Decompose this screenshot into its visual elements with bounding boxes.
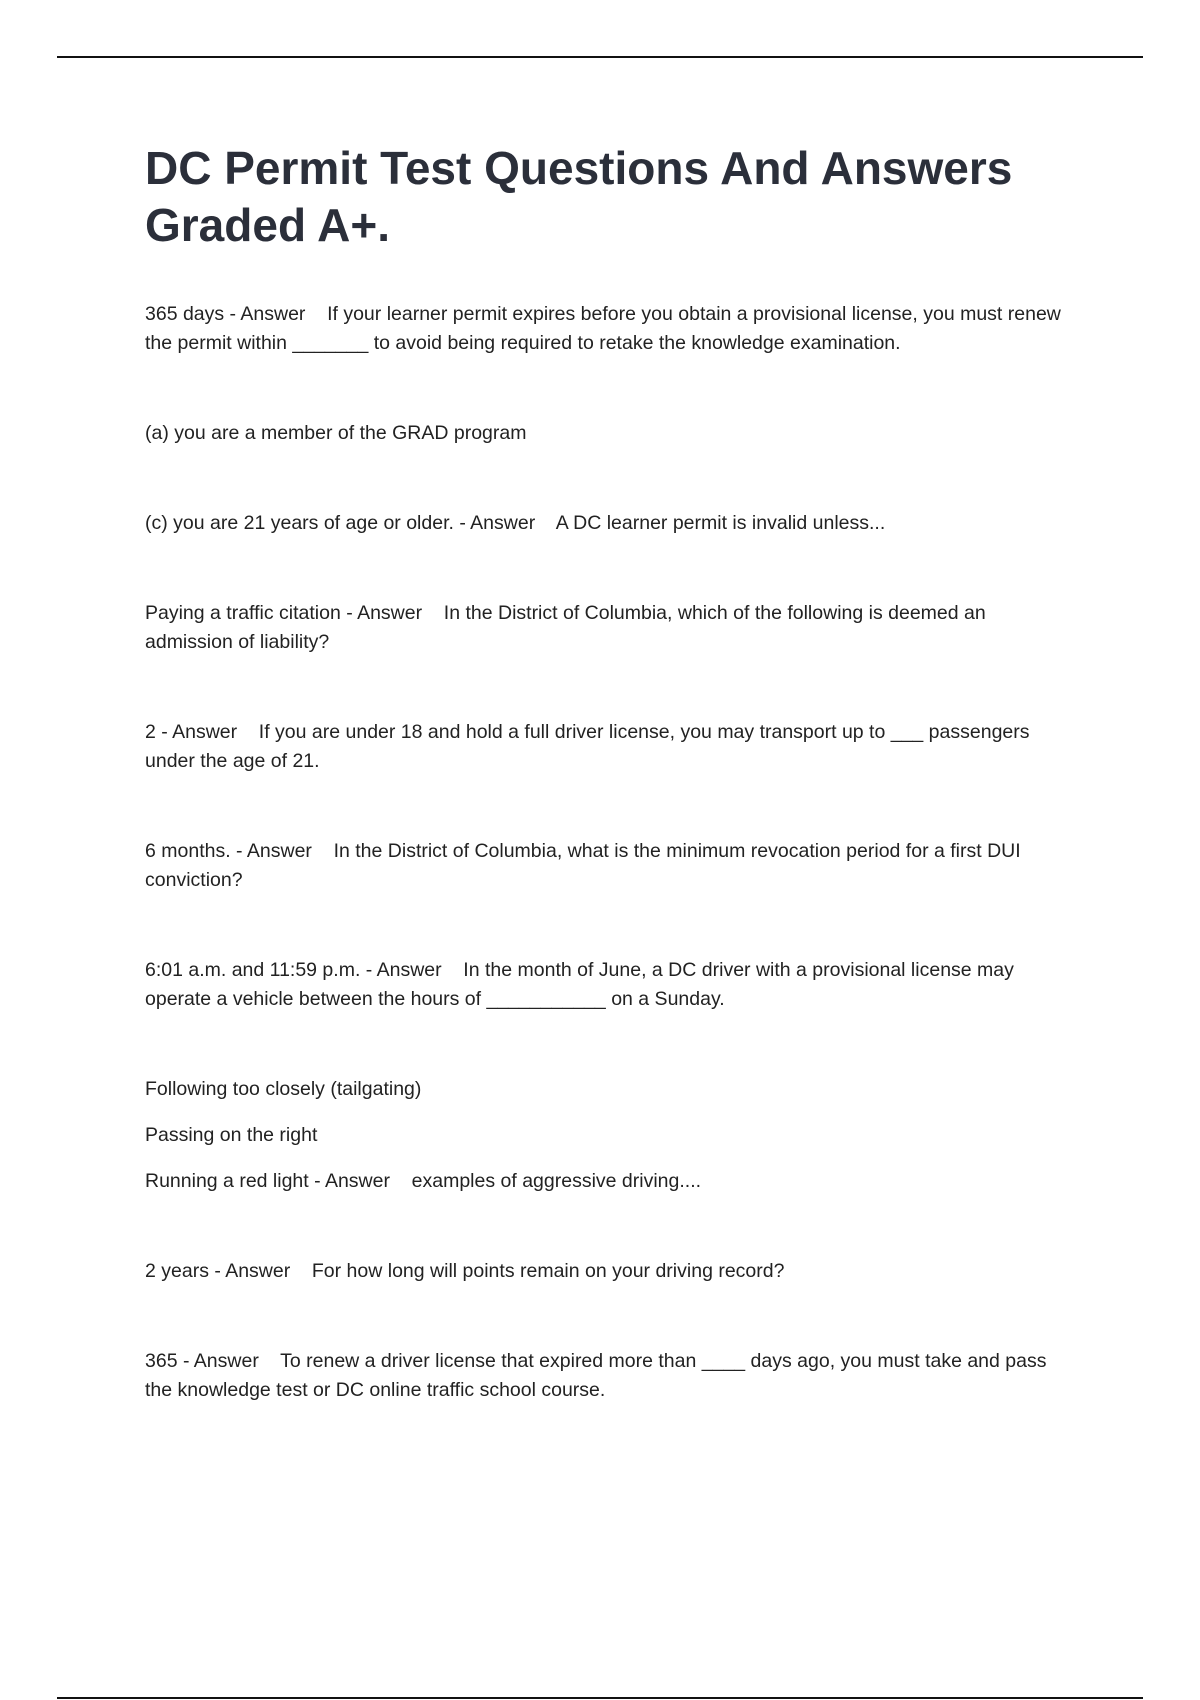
qa-entry-7: 6:01 a.m. and 11:59 p.m. - Answer In the month of June, a DC driver with a provisional license may operate a vehicle between the hours of ___________ on a Sunday. xyxy=(145,959,1020,1010)
qa-entry-11: 2 years - Answer For how long will points remain on your driving record? xyxy=(145,1260,785,1282)
qa-entry-8: Following too closely (tailgating) xyxy=(145,1078,422,1100)
qa-entry-3: (c) you are 21 years of age or older. - Answer A DC learner permit is invalid unless... xyxy=(145,512,886,534)
document-title: DC Permit Test Questions And Answers Graded A+. xyxy=(145,142,1013,251)
qa-entry-2: (a) you are a member of the GRAD program xyxy=(145,422,527,444)
qa-entry-12: 365 - Answer To renew a driver license that expired more than ____ days ago, you must take and pass the knowledge test or DC online traffic school course. xyxy=(145,1350,1052,1401)
qa-entry-1: 365 days - Answer If your learner permit expires before you obtain a provisional license, you must renew the permit within _______ to avoid being required to retake the knowledge examination. xyxy=(145,303,1067,354)
qa-entry-6: 6 months. - Answer In the District of Columbia, what is the minimum revocation period for a first DUI conviction? xyxy=(145,840,1027,891)
qa-entry-4: Paying a traffic citation - Answer In the District of Columbia, which of the following is deemed an admission of liability? xyxy=(145,602,992,653)
bottom-rule xyxy=(57,1697,1143,1699)
qa-list xyxy=(145,300,1075,1405)
top-rule xyxy=(57,56,1143,58)
document-body xyxy=(145,140,1075,1466)
qa-entry-10: Running a red light - Answer examples of aggressive driving.... xyxy=(145,1170,702,1192)
qa-entry-5: 2 - Answer If you are under 18 and hold a full driver license, you may transport up to ___ passengers under the age of 21. xyxy=(145,721,1035,772)
qa-entry-9: Passing on the right xyxy=(145,1124,318,1146)
